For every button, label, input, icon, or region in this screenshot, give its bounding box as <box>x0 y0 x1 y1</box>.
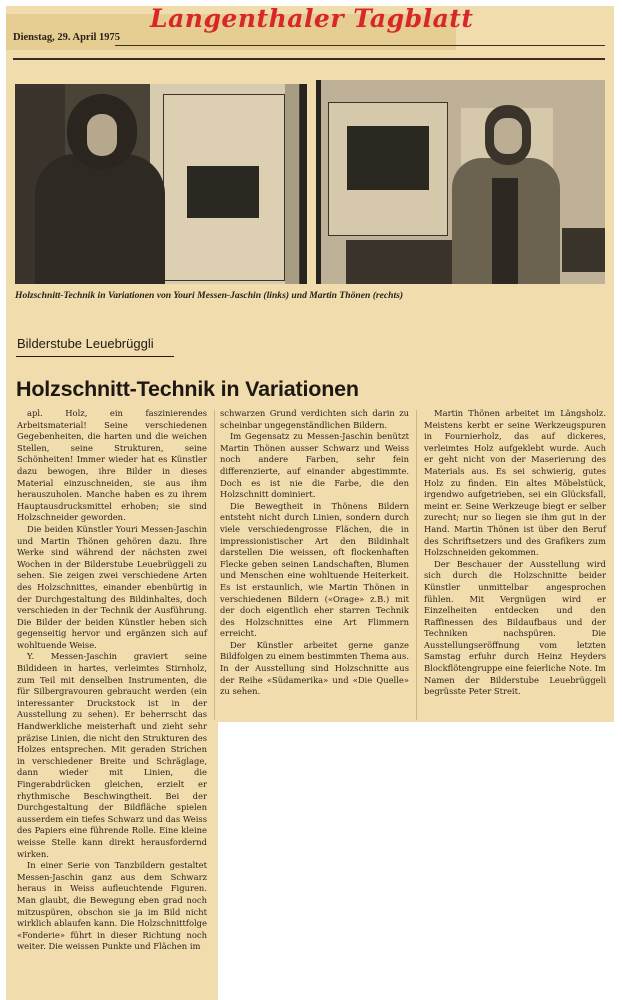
publication-date: Dienstag, 29. April 1975 <box>13 32 121 43</box>
newspaper-masthead: Langenthaler Tagblatt <box>150 4 474 33</box>
paragraph: Die beiden Künstler Youri Messen-Jaschin und Martin Thönen gehören dazu. Ihre Werke sind während der nächsten zwei Wochen in der Bilderstube Leuebrüggeli zu sehen. Sie zeigen zwei verschiedene Arten des Holzschnittes, einander ebenbürtig in der Durchgestaltung des Bildinhaltes, doch verschieden in der Technik der Ausführung. Die Bilder der beiden Künstler heben sich gegenseitig hervor und ergänzen sich auf wohltuende Weise. <box>17 523 207 650</box>
article-column-3 <box>424 408 606 698</box>
article-kicker: Bilderstube Leuebrüggli <box>17 336 154 351</box>
paragraph: apl. Holz, ein faszinierendes Arbeitsmaterial! Seine verschiedenen Gegebenheiten, die harten und die weichen Stellen, seine Strukturen, seine Schönheiten! Immer wieder hat es Künstler dazu bewogen, ihre Bilder in dieses Material einzuschneiden, sie aus ihm herauszuholen. Manche haben es zu ihrem Hauptausdrucksmittel erhoben; sie sind Holzschneider geworden. <box>17 408 207 523</box>
photo-martin-thoenen <box>316 80 605 284</box>
paragraph: schwarzen Grund verdichten sich darin zu scheinbar ungegenständlichen Bildern. <box>220 408 409 430</box>
column-separator <box>214 410 215 720</box>
photo-caption: Holzschnitt-Technik in Variationen von Youri Messen-Jaschin (links) und Martin Thönen (rechts) <box>15 290 404 301</box>
paragraph: Die Bewegtheit in Thönens Bildern entsteht nicht durch Linien, sondern durch viele verschiedengrosse Flächen, die in impressionistischer Art den Bildinhalt darstellen Die weissen, oft flockenhaften Flecke geben seinen Landschaften, Blumen und Menschen eine wohltuende Heiterkeit. Es ist erstaunlich, wie Martin Thönen in verschiedenen Bildern («Orage» z.B.) mit der doch eigentlich eher starren Technik des Holzschnittes eine Art Flimmern erreicht. <box>220 500 409 639</box>
photo-youri-messen-jaschin <box>15 84 307 284</box>
paragraph: Der Künstler arbeitet gerne ganze Bildfolgen zu einem bestimmten Thema aus. In der Ausstellung sind Holzschnitte aus der Reihe «Südamerika» und «Die Quelle» zu sehen. <box>220 639 409 697</box>
paragraph: Der Beschauer der Ausstellung wird sich durch die Holzschnitte beider Künstler unmittelbar angesprochen fühlen. Mit Vergnügen wird er Einzelheiten entdecken und den Raffinessen des Bildaufbaus und der Techniken nachspüren. Die Ausstellungseröffnung vom letzten Samstag erfuhr durch Heinz Heyders Blockflötengruppe eine feierliche Note. Im Namen der Bilderstube Leuebrüggeli begrüsste Peter Streit. <box>424 558 606 697</box>
masthead-rule <box>115 45 605 46</box>
article-headline: Holzschnitt-Technik in Variationen <box>16 377 359 401</box>
column-separator <box>416 410 417 720</box>
header-rule <box>13 58 605 60</box>
paragraph: Im Gegensatz zu Messen-Jaschin benützt Martin Thönen ausser Schwarz und Weiss noch andere Farben, sehr fein differenzierte, auf einander abgestimmte. Doch es ist nie die Farbe, die den Holzschnitt dominiert. <box>220 431 409 500</box>
paragraph: Y. Messen-Jaschin graviert seine Bildideen in hartes, verleimtes Stirnholz, zum Teil mit denselben Instrumenten, die für Silbergravouren gebraucht werden (ein interessanter Druckstock ist in der Ausstellung zu sehen). Er beherrscht das Handwerkliche meisterhaft und zieht sehr präzise Linien, die nicht den Strukturen des Holzes entsprechen. Mit geraden Strichen in verschiedener Breite und Schräglage, dann wieder mit Linien, die Fingerabdrücken gleichen, erzielt er rhythmische Beschwingtheit. Bei der Durchgestaltung der Bildfläche spielen ausserdem ein tiefes Schwarz und das Weiss des Papiers eine führende Rolle. Eine kleine weisse Stelle kann direkt herausfordernd wirken. <box>17 651 207 859</box>
paragraph: In einer Serie von Tanzbildern gestaltet Messen-Jaschin ganz aus dem Schwarz heraus in Weiss aufleuchtende Figuren. Man glaubt, die Bewegung eben grad noch mitzuspüren, obschon sie ja im Bild nicht wirklich ablaufen kann. Die Holzschnittfolge «Fonderie» führt in dieser Richtung noch weiter. Die weissen Punkte und Flächen im <box>17 860 207 952</box>
paragraph: Martin Thönen arbeitet im Längsholz. Meistens kerbt er seine Werkzeugspuren in Fournierholz, das auf dickeres, verleimtes Holz aufgeklebt wurde. Auch er geht nicht von der Maserierung des Materials aus. Es sei schwierig, gutes Holz zu finden. Ein altes Möbelstück, irgendwo aufgetrieben, sei ein Glücksfall, meint er. Seine Werkzeuge biegt er selber zurecht; nur so liegen sie ihm gut in der Hand. Martin Thönen ist über den Beruf des Schriftsetzers und des Grafikers zum Holzschneiden gekommen. <box>424 408 606 558</box>
article-column-2 <box>220 408 409 698</box>
kicker-underline <box>16 356 174 357</box>
article-column-1 <box>17 408 207 953</box>
